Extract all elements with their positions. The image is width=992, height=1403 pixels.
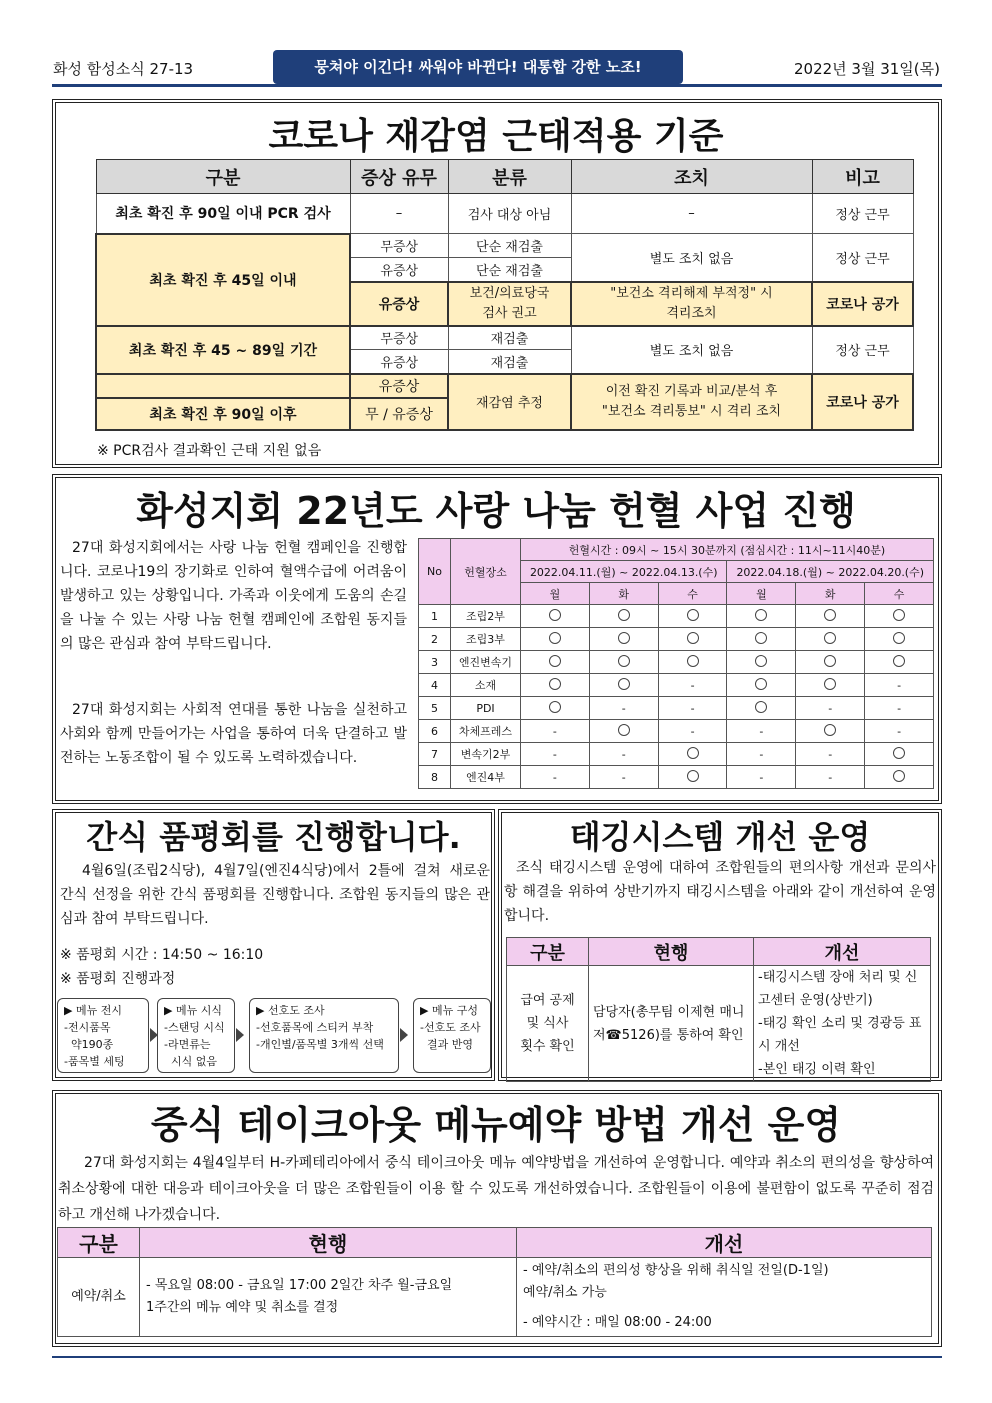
takeout-para: 27대 화성지회는 4월4일부터 H-카페테리아에서 중식 테이크아웃 메뉴 예약방법을 개선하여 운영합니다. 예약과 취소의 편의성을 향상하여 취소상황에 대한 대응과 테이크아웃을 더 많은 조합원들이 이용 할 수 있도록 개선하였습니다. 조합원들이 이용에 불편함이 없도록 꾸준히 점검하고 개선해 나가겠습니다. bbox=[58, 1155, 934, 1223]
circle-icon bbox=[755, 609, 767, 621]
covid-cell: "보건소 격리해제 부적정" 시 격리조치 bbox=[571, 282, 812, 326]
tag-title: 태깅시스템 개선 운영 bbox=[569, 818, 871, 856]
process-step-line: -선호도 조사 bbox=[420, 1021, 481, 1034]
available-mark bbox=[796, 651, 865, 674]
available-mark bbox=[727, 628, 796, 651]
circle-icon bbox=[687, 770, 699, 782]
covid-cell: 보건/의료당국 검사 권고 bbox=[448, 282, 571, 326]
row-no: 3 bbox=[419, 651, 451, 674]
circle-icon bbox=[893, 609, 905, 621]
available-mark bbox=[589, 628, 658, 651]
available-mark bbox=[658, 651, 727, 674]
available-mark bbox=[796, 605, 865, 628]
available-mark bbox=[865, 743, 934, 766]
circle-icon bbox=[618, 655, 630, 667]
process-step-title: ▶ 메뉴 시식 bbox=[164, 1004, 222, 1017]
footer-divider bbox=[52, 1356, 942, 1358]
available-mark bbox=[521, 674, 590, 697]
process-step-line: -라면류는 bbox=[164, 1038, 211, 1051]
covid-cell: 단순 재검출 bbox=[448, 258, 571, 282]
newsletter-issue: 화성 함성소식 27-13 bbox=[53, 60, 194, 78]
row-no: 4 bbox=[419, 674, 451, 697]
row-place: 소재 bbox=[451, 674, 521, 697]
unavailable-mark: - bbox=[658, 697, 727, 720]
unavailable-mark: - bbox=[727, 766, 796, 789]
tag-current: 담당자(총무팀 이제현 매니저☎5126)를 통하여 확인 bbox=[589, 966, 754, 1082]
row-no: 8 bbox=[419, 766, 451, 789]
unavailable-mark: - bbox=[521, 766, 590, 789]
snack-title: 간식 품평회를 진행합니다. bbox=[86, 818, 461, 856]
available-mark bbox=[865, 605, 934, 628]
day-header: 수 bbox=[865, 583, 934, 605]
header-divider bbox=[52, 84, 942, 87]
unavailable-mark: - bbox=[658, 720, 727, 743]
blood-row bbox=[419, 674, 934, 697]
covid-cell: 정상 근무 bbox=[812, 234, 913, 282]
covid-header: 분류 bbox=[448, 160, 571, 194]
covid-cell: 이전 확진 기록과 비교/분석 후 "보건소 격리통보" 시 격리 조치 bbox=[571, 374, 812, 430]
available-mark bbox=[521, 605, 590, 628]
covid-category-spacer bbox=[96, 374, 350, 398]
circle-icon bbox=[824, 632, 836, 644]
covid-cell: 코로나 공가 bbox=[812, 282, 913, 326]
takeout-category: 예약/취소 bbox=[58, 1258, 140, 1337]
covid-cell: 단순 재검출 bbox=[448, 234, 571, 258]
process-step bbox=[57, 998, 149, 1073]
covid-cell: 유증상 bbox=[350, 258, 448, 282]
covid-cell: 무 / 유증상 bbox=[350, 398, 448, 430]
row-no: 7 bbox=[419, 743, 451, 766]
process-step bbox=[249, 998, 399, 1073]
blood-row bbox=[419, 605, 934, 628]
available-mark bbox=[865, 628, 934, 651]
circle-icon bbox=[824, 655, 836, 667]
row-place: 엔진4부 bbox=[451, 766, 521, 789]
tag-improve-item: -태깅시스템 장애 처리 및 신고센터 운영(상반기) bbox=[758, 970, 918, 1008]
available-mark bbox=[796, 628, 865, 651]
available-mark bbox=[658, 628, 727, 651]
unavailable-mark: - bbox=[589, 697, 658, 720]
circle-icon bbox=[687, 747, 699, 759]
process-step-line: 결과 반영 bbox=[420, 1038, 473, 1051]
tag-para: 조식 태깅시스템 운영에 대하여 조합원들의 편의사항 개선과 문의사항 해결을 위하여 상반기까지 태깅시스템을 아래와 같이 개선하여 운영합니다. bbox=[504, 860, 936, 924]
row-no: 6 bbox=[419, 720, 451, 743]
circle-icon bbox=[687, 609, 699, 621]
circle-icon bbox=[618, 678, 630, 690]
available-mark bbox=[589, 720, 658, 743]
unavailable-mark: - bbox=[796, 697, 865, 720]
available-mark bbox=[589, 674, 658, 697]
process-step bbox=[157, 998, 235, 1073]
blood-para-1: 27대 화성지회에서는 사랑 나눔 헌혈 캠페인을 진행합니다. 코로나19의 장기화로 인하여 혈액수급에 어려움이 발생하고 있는 상황입니다. 가족과 이웃에게 도움의 손길을 나눌 수 있는 사랑 나눔 헌혈 캠페인에 조합원 동지들의 많은 관심과 참여 부탁드립니다. bbox=[60, 540, 407, 652]
circle-icon bbox=[549, 655, 561, 667]
available-mark bbox=[589, 651, 658, 674]
day-header: 화 bbox=[589, 583, 658, 605]
issue-date: 2022년 3월 31일(목) bbox=[793, 60, 940, 78]
tag-header: 개선 bbox=[754, 938, 931, 966]
takeout-header: 현행 bbox=[140, 1228, 517, 1258]
circle-icon bbox=[893, 632, 905, 644]
circle-icon bbox=[549, 701, 561, 713]
covid-cell: 무증상 bbox=[350, 326, 448, 350]
blood-time: 헌혈시간 : 09시 ~ 15시 30분까지 (점심시간 : 11시~11시40분) bbox=[521, 539, 934, 561]
takeout-title: 중식 테이크아웃 메뉴예약 방법 개선 운영 bbox=[150, 1103, 842, 1147]
covid-cell: – bbox=[571, 194, 812, 234]
row-no: 5 bbox=[419, 697, 451, 720]
covid-cell: 유증상 bbox=[350, 282, 448, 326]
unavailable-mark: - bbox=[796, 743, 865, 766]
covid-header: 구분 bbox=[96, 160, 350, 194]
blood-row bbox=[419, 697, 934, 720]
available-mark bbox=[727, 605, 796, 628]
row-place: 조립3부 bbox=[451, 628, 521, 651]
covid-table bbox=[95, 159, 914, 431]
takeout-table bbox=[57, 1227, 932, 1337]
covid-header: 비고 bbox=[812, 160, 913, 194]
covid-category: 최초 확진 후 45일 이내 bbox=[96, 234, 350, 326]
row-place: 차체프레스 bbox=[451, 720, 521, 743]
circle-icon bbox=[755, 678, 767, 690]
process-step-line: -개인별/품목별 3개씩 선택 bbox=[256, 1038, 384, 1051]
tag-category: 급여 공제 및 식사 횟수 확인 bbox=[507, 966, 589, 1082]
process-step-line: -선호품목에 스티커 부착 bbox=[256, 1021, 374, 1034]
covid-cell: 유증상 bbox=[350, 350, 448, 374]
takeout-header: 구분 bbox=[58, 1228, 140, 1258]
process-step-title: ▶ 선호도 조사 bbox=[256, 1004, 325, 1017]
tag-improve-item: -본인 태깅 이력 확인 bbox=[758, 1062, 876, 1077]
unavailable-mark: - bbox=[865, 697, 934, 720]
covid-title: 코로나 재감염 근태적용 기준 bbox=[268, 116, 724, 157]
covid-cell: 정상 근무 bbox=[812, 326, 913, 374]
blood-row bbox=[419, 743, 934, 766]
unavailable-mark: - bbox=[865, 720, 934, 743]
process-step-line: -품목별 세팅 bbox=[64, 1055, 125, 1068]
circle-icon bbox=[687, 632, 699, 644]
tag-improve-item: -태깅 확인 소리 및 경광등 표시 개선 bbox=[758, 1016, 922, 1054]
available-mark bbox=[865, 651, 934, 674]
process-step-line: -전시품목 bbox=[64, 1021, 111, 1034]
row-place: 엔진변속기 bbox=[451, 651, 521, 674]
circle-icon bbox=[549, 678, 561, 690]
available-mark bbox=[589, 605, 658, 628]
snack-process-label: ※ 품평회 진행과정 bbox=[60, 971, 176, 987]
process-step bbox=[413, 998, 491, 1073]
unavailable-mark: - bbox=[727, 720, 796, 743]
week-2: 2022.04.18.(월) ~ 2022.04.20.(수) bbox=[727, 561, 934, 583]
day-header: 월 bbox=[727, 583, 796, 605]
process-step-line: 약190종 bbox=[64, 1038, 114, 1051]
blood-row bbox=[419, 628, 934, 651]
arrow-right-icon bbox=[236, 1028, 244, 1042]
blood-schedule-table bbox=[418, 538, 934, 789]
blood-row bbox=[419, 766, 934, 789]
row-place: PDI bbox=[451, 697, 521, 720]
available-mark bbox=[521, 628, 590, 651]
row-no: 1 bbox=[419, 605, 451, 628]
blood-row bbox=[419, 651, 934, 674]
covid-cell: – bbox=[350, 194, 448, 234]
takeout-improve-item: - 예약시간 : 매일 08:00 - 24:00 bbox=[523, 1315, 712, 1330]
covid-category: 최초 확진 후 45 ~ 89일 기간 bbox=[96, 326, 350, 374]
circle-icon bbox=[687, 655, 699, 667]
tag-header: 현행 bbox=[589, 938, 754, 966]
circle-icon bbox=[824, 609, 836, 621]
circle-icon bbox=[755, 701, 767, 713]
day-header: 수 bbox=[658, 583, 727, 605]
circle-icon bbox=[824, 678, 836, 690]
available-mark bbox=[521, 697, 590, 720]
covid-category: 최초 확진 후 90일 이내 PCR 검사 bbox=[96, 194, 350, 234]
covid-cell: 무증상 bbox=[350, 234, 448, 258]
covid-cell: 재감염 추정 bbox=[448, 374, 571, 430]
covid-header: 증상 유무 bbox=[350, 160, 448, 194]
unavailable-mark: - bbox=[521, 743, 590, 766]
circle-icon bbox=[824, 724, 836, 736]
col-no: No bbox=[419, 539, 451, 605]
covid-cell: 재검출 bbox=[448, 350, 571, 374]
snack-time: ※ 품평회 시간 : 14:50 ~ 16:10 bbox=[60, 947, 264, 963]
process-step-title: ▶ 메뉴 전시 bbox=[64, 1004, 122, 1017]
covid-cell: 코로나 공가 bbox=[812, 374, 913, 430]
available-mark bbox=[658, 766, 727, 789]
week-1: 2022.04.11.(월) ~ 2022.04.13.(수) bbox=[521, 561, 727, 583]
covid-header: 조치 bbox=[571, 160, 812, 194]
available-mark bbox=[521, 651, 590, 674]
available-mark bbox=[727, 674, 796, 697]
takeout-header: 개선 bbox=[517, 1228, 932, 1258]
available-mark bbox=[796, 674, 865, 697]
tag-header: 구분 bbox=[507, 938, 589, 966]
process-step-line: 시식 없음 bbox=[164, 1055, 217, 1068]
circle-icon bbox=[618, 609, 630, 621]
process-step-line: -스탠딩 시식 bbox=[164, 1021, 225, 1034]
takeout-current: - 목요일 08:00 - 금요일 17:00 2일간 차주 월-금요일 1주간의 메뉴 예약 및 취소를 결정 bbox=[140, 1258, 517, 1337]
row-no: 2 bbox=[419, 628, 451, 651]
blood-para-2: 27대 화성지회는 사회적 연대를 통한 나눔을 실천하고 사회와 함께 만들어가는 사업을 통하여 더욱 단결하고 발전하는 노동조합이 될 수 있도록 노력하겠습니다. bbox=[60, 702, 407, 766]
available-mark bbox=[727, 651, 796, 674]
covid-cell: 별도 조치 없음 bbox=[571, 326, 812, 374]
covid-cell: 유증상 bbox=[350, 374, 448, 398]
unavailable-mark: - bbox=[796, 766, 865, 789]
day-header: 월 bbox=[521, 583, 590, 605]
covid-cell: 정상 근무 bbox=[812, 194, 913, 234]
circle-icon bbox=[893, 770, 905, 782]
unavailable-mark: - bbox=[658, 674, 727, 697]
available-mark bbox=[658, 743, 727, 766]
covid-cell: 재검출 bbox=[448, 326, 571, 350]
available-mark bbox=[658, 605, 727, 628]
row-place: 변속기2부 bbox=[451, 743, 521, 766]
covid-category: 최초 확진 후 90일 이후 bbox=[96, 398, 350, 430]
takeout-improve-item: - 예약/취소의 편의성 향상을 위해 취식일 전일(D-1일) 예약/취소 가능 bbox=[523, 1263, 829, 1300]
available-mark bbox=[796, 720, 865, 743]
arrow-right-icon bbox=[400, 1028, 408, 1042]
circle-icon bbox=[549, 632, 561, 644]
snack-para: 4월6일(조립2식당), 4월7일(엔진4식당)에서 2틀에 걸쳐 새로운 간식 선정을 위한 간식 품평회를 진행합니다. 조합원 동지들의 많은 관심과 참여 부탁드립니다. bbox=[60, 863, 490, 927]
unavailable-mark: - bbox=[727, 743, 796, 766]
circle-icon bbox=[618, 632, 630, 644]
blood-row bbox=[419, 720, 934, 743]
slogan-banner: 뭉쳐야 이긴다! 싸워야 바뀐다! 대통합 강한 노조! bbox=[273, 50, 683, 84]
tag-table bbox=[506, 937, 931, 1082]
available-mark bbox=[865, 766, 934, 789]
available-mark bbox=[727, 697, 796, 720]
unavailable-mark: - bbox=[589, 743, 658, 766]
circle-icon bbox=[755, 655, 767, 667]
circle-icon bbox=[893, 655, 905, 667]
circle-icon bbox=[755, 632, 767, 644]
blood-title: 화성지회 22년도 사랑 나눔 헌혈 사업 진행 bbox=[136, 489, 856, 533]
covid-cell: 검사 대상 아님 bbox=[448, 194, 571, 234]
unavailable-mark: - bbox=[865, 674, 934, 697]
unavailable-mark: - bbox=[589, 766, 658, 789]
unavailable-mark: - bbox=[521, 720, 590, 743]
covid-footnote: ※ PCR검사 결과확인 근태 지원 없음 bbox=[97, 443, 322, 459]
row-place: 조립2부 bbox=[451, 605, 521, 628]
day-header: 화 bbox=[796, 583, 865, 605]
col-place: 헌혈장소 bbox=[451, 539, 521, 605]
process-step-title: ▶ 메뉴 구성 bbox=[420, 1004, 478, 1017]
circle-icon bbox=[618, 724, 630, 736]
covid-cell: 별도 조치 없음 bbox=[571, 234, 812, 282]
circle-icon bbox=[549, 609, 561, 621]
circle-icon bbox=[893, 747, 905, 759]
